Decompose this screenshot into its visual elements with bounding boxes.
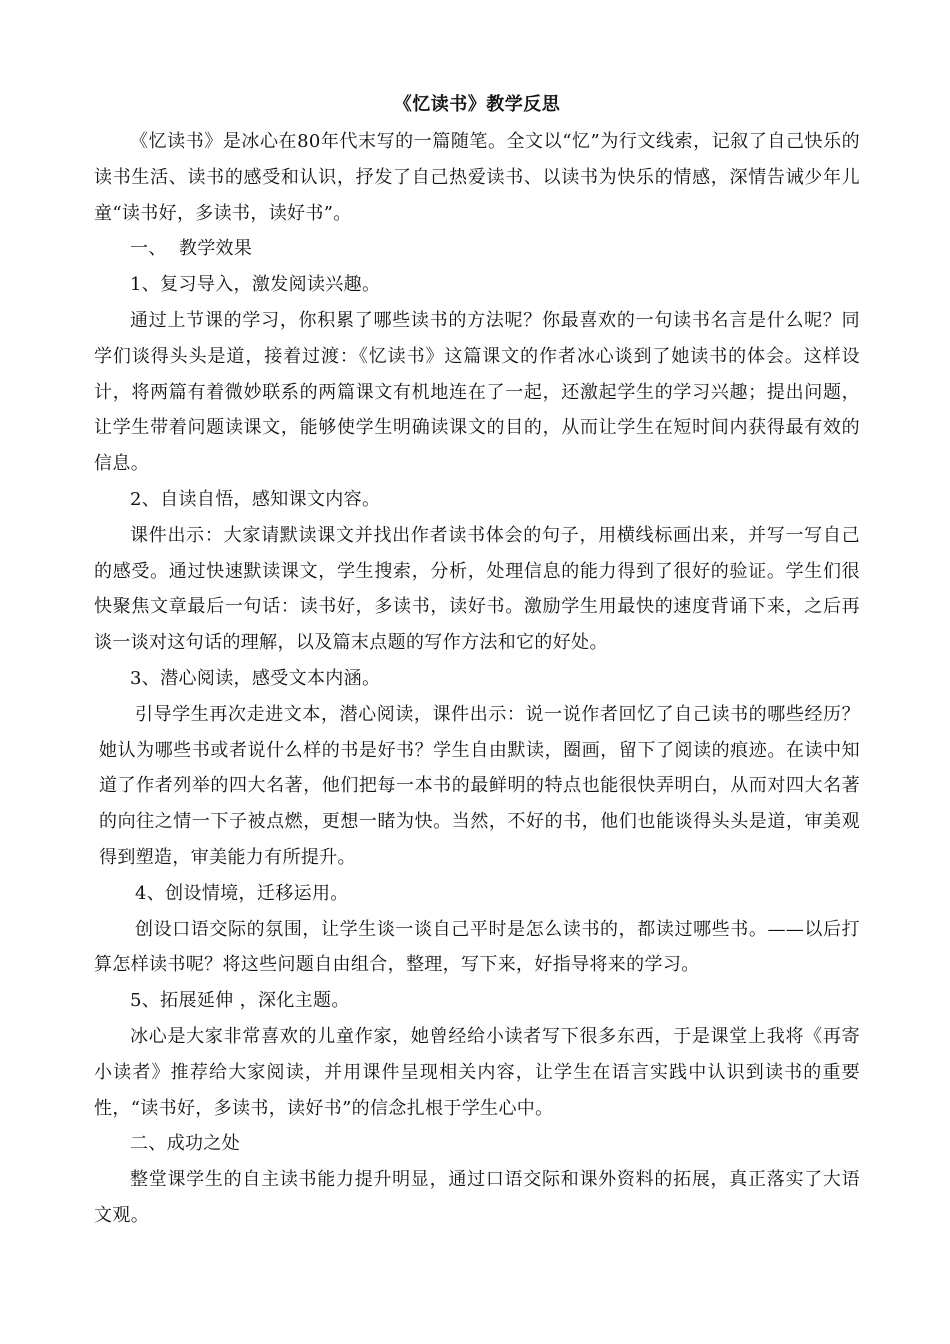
intro-paragraph: 《忆读书》是冰心在80年代末写的一篇随笔。全文以“忆”为行文线索，记叙了自己快乐的读书生活、读书的感受和认识，抒发了自己热爱读书、以读书为快乐的情感，深情告诫少年儿童“读书好，多读书，读好书”。 — [94, 131, 860, 224]
item-4-heading: 4、创设情境，迁移运用。 — [135, 882, 349, 904]
item-3-paragraph: 引导学生再次走进文本，潜心阅读，课件出示：说一说作者回忆了自己读书的哪些经历？她认为哪些书或者说什么样的书是好书？学生自由默读，圈画，留下了阅读的痕迹。在读中知道了作者列举的四大名著，他们把每一本书的最鲜明的特点也能很快弄明白，从而对四大名著的向往之情一下子被点燃，更想一睹为快。当然，不好的书，他们也能谈得头头是道，审美观得到塑造，审美能力有所提升。 — [99, 703, 860, 868]
item-1-heading: 1、复习导入，激发阅读兴趣。 — [130, 274, 381, 296]
item-2-paragraph: 课件出示：大家请默读课文并找出作者读书体会的句子，用横线标画出来，并写一写自己的感受。通过快速默读课文，学生搜索，分析，处理信息的能力得到了很好的验证。学生们很快聚焦文章最后一句话：读书好，多读书，读好书。激励学生用最快的速度背诵下来，之后再谈一谈对这句话的理解，以及篇末点题的写作方法和它的好处。 — [94, 524, 860, 654]
item-5-heading: 5、拓展延伸 ，深化主题。 — [130, 990, 350, 1012]
document-title: 《忆读书》教学反思 — [393, 94, 561, 115]
item-2-heading: 2、自读自悟，感知课文内容。 — [130, 488, 381, 510]
section-1-heading: 一、 教学效果 — [130, 238, 253, 260]
section-2-heading: 二、成功之处 — [130, 1133, 241, 1155]
section-2-paragraph: 整堂课学生的自主读书能力提升明显，通过口语交际和课外资料的拓展，真正落实了大语文观。 — [94, 1169, 860, 1226]
item-5-paragraph: 冰心是大家非常喜欢的儿童作家，她曾经给小读者写下很多东西，于是课堂上我将《再寄小读者》推荐给大家阅读，并用课件呈现相关内容，让学生在语言实践中认识到读书的重要性，“读书好，多读书，读好书”的信念扎根于学生心中。 — [94, 1025, 860, 1119]
item-1-paragraph: 通过上节课的学习，你积累了哪些读书的方法呢？你最喜欢的一句读书名言是什么呢？同学们谈得头头是道，接着过渡：《忆读书》这篇课文的作者冰心谈到了她读书的体会。这样设计，将两篇有着微妙联系的两篇课文有机地连在了一起，还激起学生的学习兴趣；提出问题，让学生带着问题读课文，能够使学生明确读课文的目的，从而让学生在短时间内获得最有效的信息。 — [94, 309, 860, 475]
item-4-paragraph: 创设口语交际的氛围，让学生谈一谈自己平时是怎么读书的，都读过哪些书。——以后打算怎样读书呢？将这些问题自由组合，整理，写下来，好指导将来的学习。 — [94, 918, 860, 976]
document-page — [94, 88, 860, 1234]
item-3-heading: 3、潜心阅读，感受文本内涵。 — [130, 667, 381, 689]
